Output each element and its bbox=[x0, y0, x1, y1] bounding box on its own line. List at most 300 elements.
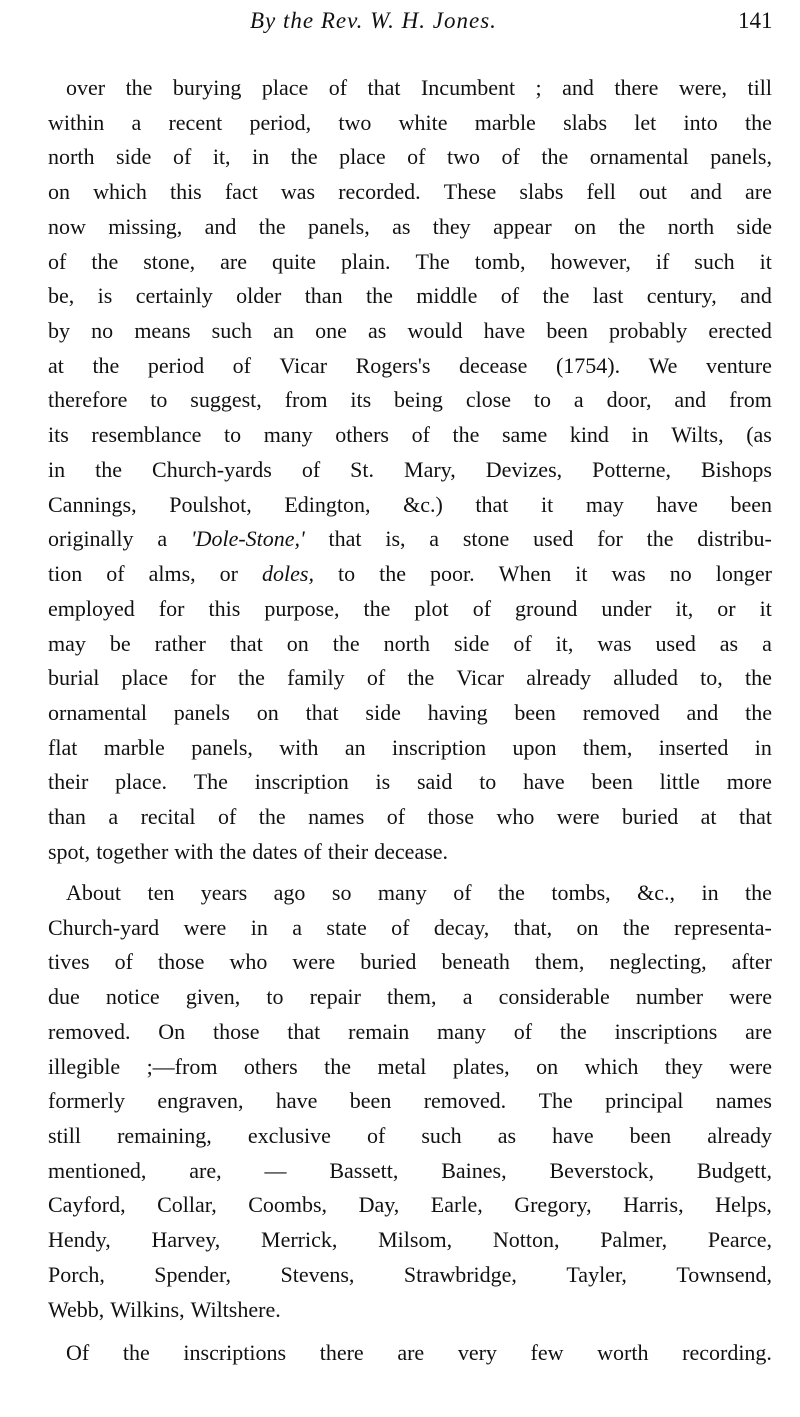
word: there bbox=[614, 75, 659, 100]
text-line bbox=[48, 768, 772, 796]
word: longer bbox=[715, 561, 772, 587]
word: doles, bbox=[262, 561, 314, 587]
text-line bbox=[48, 456, 772, 484]
word: its bbox=[48, 422, 69, 448]
word: flat bbox=[48, 734, 78, 760]
word: plot bbox=[414, 595, 449, 621]
text-line bbox=[48, 317, 772, 345]
word: Church-yard bbox=[48, 914, 160, 940]
text-line bbox=[48, 1122, 772, 1150]
word: side bbox=[115, 144, 152, 170]
text-line bbox=[48, 983, 772, 1011]
word: buried bbox=[622, 804, 679, 830]
word: of bbox=[513, 630, 532, 656]
word: Spender, bbox=[154, 1261, 232, 1287]
word: &c., bbox=[637, 880, 676, 905]
word: that bbox=[739, 804, 772, 830]
word: on bbox=[286, 630, 309, 656]
word: such bbox=[211, 318, 252, 344]
word: been bbox=[730, 491, 772, 517]
word: older bbox=[236, 283, 282, 309]
word: however, bbox=[550, 248, 631, 274]
word: Day, bbox=[358, 1192, 400, 1218]
word: Bassett, bbox=[329, 1157, 399, 1183]
word: that bbox=[367, 75, 401, 100]
word: Collar, bbox=[157, 1192, 217, 1218]
word: others bbox=[335, 422, 389, 448]
word: on bbox=[256, 699, 279, 725]
word: dates bbox=[252, 838, 298, 864]
word: Incumbent bbox=[420, 75, 516, 100]
text-line bbox=[48, 421, 772, 449]
word: Coombs, bbox=[248, 1192, 328, 1218]
text-line bbox=[48, 630, 772, 658]
word: is bbox=[97, 283, 113, 309]
word: if bbox=[655, 248, 670, 274]
word: so bbox=[331, 880, 352, 905]
word: recital bbox=[140, 804, 196, 830]
word: still bbox=[48, 1123, 82, 1149]
word: a bbox=[108, 804, 119, 830]
word: few bbox=[530, 1340, 564, 1365]
word: the bbox=[122, 1340, 150, 1365]
word: been bbox=[514, 699, 556, 725]
word: them, bbox=[534, 949, 585, 975]
word: from bbox=[284, 387, 328, 413]
word: many bbox=[437, 1018, 486, 1044]
word: tion bbox=[48, 561, 83, 587]
word: as bbox=[497, 1123, 517, 1149]
word: it, bbox=[675, 595, 694, 621]
word: — bbox=[264, 1157, 287, 1183]
word: the bbox=[125, 75, 153, 100]
word: panels bbox=[173, 699, 230, 725]
word: which bbox=[584, 1053, 639, 1079]
word: Notton, bbox=[492, 1227, 560, 1253]
word: stone, bbox=[143, 248, 196, 274]
word: family bbox=[287, 665, 345, 691]
word: venture bbox=[705, 352, 772, 378]
word: Gregory, bbox=[514, 1192, 592, 1218]
word: panels, bbox=[308, 213, 370, 239]
word: place. bbox=[115, 769, 167, 795]
word: decease bbox=[459, 352, 528, 378]
word: alms, bbox=[148, 561, 196, 587]
word: Vicar bbox=[456, 665, 505, 691]
word: over bbox=[66, 75, 106, 100]
text-line bbox=[48, 1226, 772, 1254]
word: to bbox=[150, 387, 168, 413]
text-line bbox=[48, 1087, 772, 1115]
word: decease. bbox=[374, 838, 449, 864]
word: of bbox=[301, 456, 321, 482]
word: notice bbox=[105, 984, 160, 1010]
word: employed bbox=[48, 595, 135, 621]
word: on bbox=[574, 213, 597, 239]
word: of bbox=[217, 804, 237, 830]
word: century, bbox=[646, 283, 717, 309]
word: erected bbox=[708, 318, 772, 344]
word: illegible bbox=[48, 1053, 121, 1079]
word: appear bbox=[493, 213, 552, 239]
word: the bbox=[92, 352, 120, 378]
word: were bbox=[183, 914, 227, 940]
word: the bbox=[541, 144, 569, 170]
word: were, bbox=[678, 75, 728, 100]
word: said bbox=[416, 769, 453, 795]
word: the bbox=[219, 838, 247, 864]
word: is, bbox=[385, 526, 406, 552]
word: Poulshot, bbox=[169, 491, 252, 517]
word: ; bbox=[535, 75, 542, 100]
word: who bbox=[496, 804, 535, 830]
word: plain. bbox=[341, 248, 391, 274]
word: removed. bbox=[48, 1018, 131, 1044]
text-line bbox=[48, 664, 772, 692]
word: Beverstock, bbox=[549, 1157, 654, 1183]
word: inscriptions bbox=[614, 1018, 718, 1044]
word: Tayler, bbox=[566, 1261, 627, 1287]
word: Of bbox=[66, 1340, 90, 1365]
word: being bbox=[394, 387, 443, 413]
word: in bbox=[252, 144, 270, 170]
word: inscription bbox=[391, 734, 487, 760]
word: for bbox=[190, 665, 216, 691]
word: of bbox=[232, 352, 251, 378]
word: state bbox=[326, 914, 367, 940]
word: may bbox=[585, 491, 624, 517]
word: Rogers's bbox=[355, 352, 431, 378]
word: to bbox=[266, 984, 284, 1010]
word: two bbox=[338, 109, 372, 135]
word: of bbox=[366, 1123, 386, 1149]
text-line bbox=[48, 109, 772, 137]
word: been bbox=[629, 1123, 672, 1149]
word: Strawbridge, bbox=[403, 1261, 517, 1287]
word: side bbox=[736, 213, 772, 239]
word: Mary, bbox=[404, 456, 456, 482]
word: more bbox=[726, 769, 772, 795]
word: no bbox=[669, 561, 692, 587]
word: have bbox=[523, 769, 565, 795]
word: one bbox=[315, 318, 347, 344]
text-line bbox=[48, 1296, 772, 1324]
word: Porch, bbox=[48, 1261, 105, 1287]
text-line bbox=[48, 838, 772, 866]
word: Harris, bbox=[623, 1192, 684, 1218]
word: having bbox=[427, 699, 488, 725]
text-line bbox=[48, 282, 772, 310]
word: spot, bbox=[48, 838, 91, 864]
word: are, bbox=[189, 1157, 222, 1183]
word: of bbox=[501, 144, 520, 170]
word: stone bbox=[462, 526, 510, 552]
word: for bbox=[597, 526, 623, 552]
word: close bbox=[465, 387, 512, 413]
word: it bbox=[759, 595, 772, 621]
word: We bbox=[648, 352, 678, 378]
word: upon bbox=[512, 734, 557, 760]
word: was bbox=[597, 630, 632, 656]
word: inscriptions bbox=[183, 1340, 287, 1365]
word: fell bbox=[586, 179, 616, 205]
word: inserted bbox=[658, 734, 729, 760]
word: within bbox=[48, 109, 105, 135]
text-line bbox=[66, 879, 772, 907]
word: buried bbox=[360, 949, 417, 975]
word: number bbox=[635, 984, 704, 1010]
word: for bbox=[158, 595, 185, 621]
word: or bbox=[717, 595, 736, 621]
word: worth bbox=[597, 1340, 649, 1365]
word: such bbox=[694, 248, 735, 274]
word: have bbox=[552, 1123, 594, 1149]
word: after bbox=[731, 949, 772, 975]
text-line bbox=[48, 560, 772, 588]
word: and bbox=[740, 283, 772, 309]
word: north bbox=[48, 144, 95, 170]
word: are bbox=[745, 1018, 772, 1044]
word: of bbox=[48, 248, 67, 274]
word: the bbox=[646, 526, 674, 552]
word: are bbox=[397, 1340, 425, 1365]
word: the bbox=[618, 213, 646, 239]
word: them, bbox=[387, 984, 437, 1010]
word: who bbox=[229, 949, 268, 975]
word: together bbox=[96, 838, 169, 864]
word: been bbox=[349, 1088, 392, 1114]
word: was bbox=[280, 179, 316, 205]
word: on bbox=[48, 179, 70, 205]
word: the bbox=[542, 283, 570, 309]
word: than bbox=[48, 804, 86, 830]
word: of bbox=[366, 665, 386, 691]
word: of bbox=[500, 283, 520, 309]
word: principal bbox=[605, 1088, 684, 1114]
word: place bbox=[261, 75, 309, 100]
word: the bbox=[745, 880, 772, 905]
text-line bbox=[66, 1339, 772, 1367]
word: decay, bbox=[433, 914, 490, 940]
word: in bbox=[701, 880, 719, 905]
word: St. bbox=[350, 456, 375, 482]
word: this bbox=[169, 179, 202, 205]
word: the bbox=[290, 144, 318, 170]
word: recorded. bbox=[338, 179, 421, 205]
word: the bbox=[258, 804, 286, 830]
word: to bbox=[337, 561, 356, 587]
word: fact bbox=[224, 179, 258, 205]
word: the bbox=[452, 422, 480, 448]
word: the bbox=[91, 248, 119, 274]
word: in bbox=[250, 914, 268, 940]
word: of bbox=[386, 804, 406, 830]
word: they bbox=[664, 1053, 703, 1079]
word: by bbox=[48, 318, 70, 344]
text-line bbox=[48, 595, 772, 623]
word: burying bbox=[172, 75, 242, 100]
word: is bbox=[375, 769, 391, 795]
word: Pearce, bbox=[707, 1227, 772, 1253]
word: the bbox=[324, 1053, 352, 1079]
word: quite bbox=[272, 248, 317, 274]
word: removed. bbox=[423, 1088, 507, 1114]
word: and bbox=[674, 387, 707, 413]
word: be bbox=[109, 630, 131, 656]
word: out bbox=[638, 179, 668, 205]
word: Townsend, bbox=[676, 1261, 772, 1287]
word: marble bbox=[474, 109, 536, 135]
word: no bbox=[91, 318, 114, 344]
text-line bbox=[48, 1157, 772, 1185]
word: as bbox=[368, 318, 387, 344]
word: Helps, bbox=[715, 1192, 772, 1218]
word: now bbox=[48, 213, 86, 239]
word: were bbox=[729, 1053, 772, 1079]
word: an bbox=[344, 734, 366, 760]
word: its bbox=[350, 387, 372, 413]
word: it bbox=[759, 248, 772, 274]
text-line bbox=[48, 1053, 772, 1081]
word: last bbox=[592, 283, 624, 309]
word: were bbox=[556, 804, 600, 830]
word: rather bbox=[154, 630, 206, 656]
word: two bbox=[446, 144, 480, 170]
word: in bbox=[754, 734, 772, 760]
text-line bbox=[66, 74, 772, 102]
word: they bbox=[432, 213, 471, 239]
word: a bbox=[131, 109, 142, 135]
word: means bbox=[134, 318, 191, 344]
word: have bbox=[275, 1088, 318, 1114]
word: &c.) bbox=[403, 491, 443, 517]
word: at bbox=[700, 804, 717, 830]
word: that bbox=[475, 491, 509, 517]
word: a bbox=[762, 630, 772, 656]
word: the bbox=[363, 595, 391, 621]
word: was bbox=[611, 561, 646, 587]
word: of bbox=[411, 422, 430, 448]
word: Budgett, bbox=[696, 1157, 772, 1183]
text-line bbox=[48, 914, 772, 942]
text-line bbox=[48, 213, 772, 241]
word: engraven, bbox=[157, 1088, 244, 1114]
word: their bbox=[48, 769, 89, 795]
word: tives bbox=[48, 949, 90, 975]
word: slabs bbox=[563, 109, 608, 135]
text-line bbox=[48, 352, 772, 380]
word: Wilts, bbox=[671, 422, 724, 448]
word: a bbox=[429, 526, 440, 552]
word: recording. bbox=[682, 1340, 772, 1365]
word: the bbox=[258, 213, 286, 239]
word: About bbox=[66, 880, 121, 905]
word: this bbox=[208, 595, 241, 621]
word: that, bbox=[513, 914, 553, 940]
word: may bbox=[48, 630, 86, 656]
word: suggest, bbox=[190, 387, 262, 413]
word: period, bbox=[249, 109, 312, 135]
word: of bbox=[453, 880, 472, 905]
word: names bbox=[715, 1088, 772, 1114]
word: inscription bbox=[254, 769, 349, 795]
word: the bbox=[745, 665, 772, 691]
word: on bbox=[536, 1053, 559, 1079]
word: same bbox=[502, 422, 548, 448]
word: representa- bbox=[674, 914, 772, 940]
word: Stevens, bbox=[280, 1261, 355, 1287]
word: a bbox=[462, 984, 473, 1010]
word: little bbox=[659, 769, 700, 795]
word: Edington, bbox=[284, 491, 371, 517]
word: On bbox=[158, 1018, 186, 1044]
text-line bbox=[48, 525, 772, 553]
word: middle bbox=[416, 283, 478, 309]
word: that bbox=[287, 1018, 321, 1044]
word: originally bbox=[48, 526, 134, 552]
word: to bbox=[533, 387, 552, 413]
text-line bbox=[48, 948, 772, 976]
word: have bbox=[483, 318, 526, 344]
word: which bbox=[93, 179, 147, 205]
word: beneath bbox=[441, 949, 510, 975]
word: an bbox=[273, 318, 294, 344]
word: ornamental bbox=[48, 699, 147, 725]
text-line bbox=[48, 803, 772, 831]
word: and bbox=[686, 699, 719, 725]
text-line bbox=[48, 1261, 772, 1289]
word: used bbox=[655, 630, 696, 656]
word: Bishops bbox=[701, 456, 772, 482]
word: in bbox=[631, 422, 649, 448]
word: burial bbox=[48, 665, 100, 691]
word: When bbox=[498, 561, 552, 587]
word: ornamental bbox=[589, 144, 689, 170]
word: that bbox=[229, 630, 263, 656]
word: considerable bbox=[498, 984, 610, 1010]
word: certainly bbox=[135, 283, 213, 309]
word: to bbox=[223, 422, 242, 448]
word: with bbox=[174, 838, 214, 864]
word: and bbox=[562, 75, 594, 100]
word: kind bbox=[569, 422, 609, 448]
word: purpose, bbox=[264, 595, 340, 621]
word: and bbox=[690, 179, 722, 205]
word: due bbox=[48, 984, 80, 1010]
word: the bbox=[745, 109, 772, 135]
word: of bbox=[472, 595, 492, 621]
word: of bbox=[106, 561, 125, 587]
word: others bbox=[243, 1053, 298, 1079]
word: the bbox=[745, 699, 772, 725]
word: plates, bbox=[452, 1053, 510, 1079]
word: or bbox=[219, 561, 238, 587]
word: to bbox=[479, 769, 497, 795]
word: The bbox=[538, 1088, 573, 1114]
word: that bbox=[305, 699, 339, 725]
word: from bbox=[729, 387, 772, 413]
word: it bbox=[575, 561, 588, 587]
word: used bbox=[533, 526, 574, 552]
text-line bbox=[48, 1191, 772, 1219]
word: with bbox=[279, 734, 319, 760]
word: very bbox=[457, 1340, 497, 1365]
word: 'Dole-Stone,' bbox=[190, 526, 305, 552]
word: already bbox=[707, 1123, 772, 1149]
word: Cannings, bbox=[48, 491, 137, 517]
word: side bbox=[453, 630, 490, 656]
word: as bbox=[392, 213, 411, 239]
